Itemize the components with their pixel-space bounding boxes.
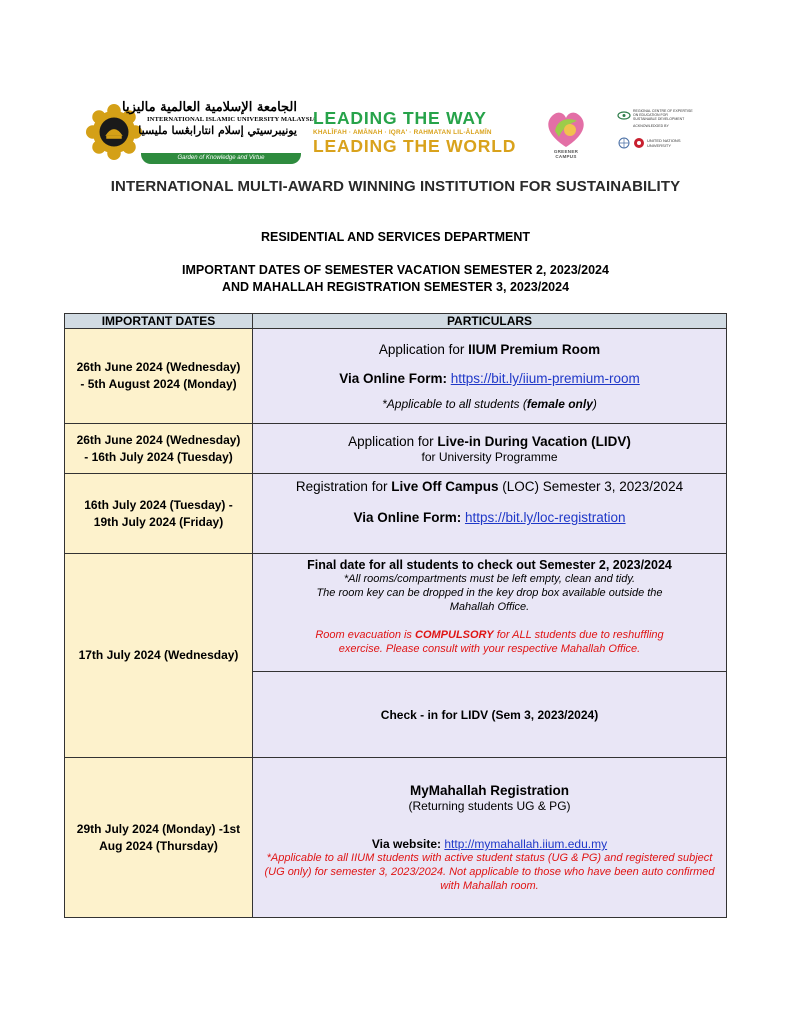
particulars-lidv-checkin	[253, 672, 727, 758]
important-dates-table	[64, 313, 727, 918]
mymahallah-link[interactable]: http://mymahallah.iium.edu.my	[444, 837, 608, 851]
premium-room-title: IIUM Premium Room	[468, 342, 601, 357]
document-title-line-2: AND MAHALLAH REGISTRATION SEMESTER 3, 2023/2024	[221, 280, 570, 294]
table-header-row	[65, 314, 727, 329]
department-title: RESIDENTIAL AND SERVICES DEPARTMENT	[260, 230, 530, 244]
un-line-1: UNITED NATIONS	[647, 138, 681, 143]
particulars-mymahallah	[253, 758, 727, 918]
header-banner	[85, 95, 705, 165]
greener-campus-logo	[543, 109, 589, 159]
unu-icon	[633, 137, 645, 149]
university-wordmark	[122, 100, 318, 165]
mymahallah-note: *Applicable to all IIUM students with active student status (UG & PG) and registered subject (UG only) for semester 3, 2023/2024. Not applicable to those who have been auto confirmed with Mahallah room.	[264, 852, 715, 892]
rce-line-2: ON EDUCATION FOR	[633, 113, 668, 117]
evacuation-suffix: for ALL students due to reshuffling exercise. Please consult with your respective Mahallah Office.	[338, 629, 664, 655]
loc-via-label: Via Online Form:	[353, 510, 465, 525]
rce-line-3: SUSTAINABLE DEVELOPMENT	[633, 117, 685, 121]
heart-leaf-icon	[543, 109, 589, 149]
lidv-title: Live-in During Vacation (LIDV)	[437, 434, 631, 449]
leading-slogan	[313, 109, 533, 156]
checkout-heading: Final date for all students to check out Semester 2, 2023/2024	[307, 558, 672, 572]
greener-campus-label: GREENER CAMPUS	[553, 149, 579, 159]
premium-note-suffix: )	[592, 397, 597, 411]
date-cell-loc: 16th July 2024 (Tuesday) - 19th July 2024 (Friday)	[65, 474, 253, 554]
loc-reg-suffix: (LOC) Semester 3, 2023/2024	[498, 479, 684, 494]
particulars-loc	[253, 474, 727, 554]
document-title-line-1: IMPORTANT DATES OF SEMESTER VACATION SEMESTER 2, 2023/2024	[182, 263, 609, 277]
evacuation-compulsory: COMPULSORY	[415, 629, 494, 641]
table-row	[65, 758, 727, 918]
table-row	[65, 554, 727, 672]
acknowledged-by: ACKNOWLEDGED BY	[633, 124, 669, 128]
lidv-sub: for University Programme	[421, 450, 558, 464]
university-arabic-name: الجامعة الإسلامية العالمية ماليزيا	[122, 100, 297, 115]
mymahallah-sub: (Returning students UG & PG)	[408, 799, 571, 813]
rce-un-logos	[617, 109, 707, 165]
header-important-dates: IMPORTANT DATES	[65, 314, 253, 329]
loc-registration-link[interactable]: https://bit.ly/loc-registration	[464, 510, 626, 525]
evacuation-prefix: Room evacuation is	[315, 629, 415, 641]
premium-note-bold: female only	[526, 397, 593, 411]
university-jawi-name: يونيبرسيتي إسلام انتارابڠسا مليسيا	[138, 124, 297, 137]
checkout-note-1: *All rooms/compartments must be left empty, clean and tidy.	[343, 573, 636, 585]
particulars-premium-room	[253, 329, 727, 424]
loc-reg-prefix: Registration for	[295, 479, 392, 494]
un-emblem-icon	[618, 137, 630, 149]
date-cell-premium-room: 26th June 2024 (Wednesday) - 5th August 2024 (Monday)	[65, 329, 253, 424]
premium-via-label: Via Online Form:	[339, 371, 451, 386]
table-row	[65, 329, 727, 424]
rce-line-1: REGIONAL CENTRE OF EXPERTISE	[633, 109, 693, 113]
leading-subline: KHALĪFAH · AMĀNAH · IQRA' · RAHMATAN LIL-ĀLAMĪN	[313, 129, 492, 136]
checkout-note-2: The room key can be dropped in the key drop box available outside the Mahallah Office.	[316, 587, 663, 613]
particulars-lidv	[253, 424, 727, 474]
premium-note-prefix: *Applicable to all students (	[382, 397, 527, 411]
premium-app-prefix: Application for	[378, 342, 469, 357]
leading-the-way: LEADING THE WAY	[313, 108, 487, 128]
garden-tagline: Garden of Knowledge and Virtue	[141, 153, 301, 164]
date-cell-lidv: 26th June 2024 (Wednesday) - 16th July 2024 (Tuesday)	[65, 424, 253, 474]
leading-the-world: LEADING THE WORLD	[313, 136, 517, 156]
header-particulars: PARTICULARS	[253, 314, 727, 329]
mymahallah-title: MyMahallah Registration	[409, 783, 570, 798]
institution-tagline: INTERNATIONAL MULTI-AWARD WINNING INSTITUTION FOR SUSTAINABILITY	[110, 178, 681, 195]
table-row	[65, 424, 727, 474]
date-cell-checkout: 17th July 2024 (Wednesday)	[65, 554, 253, 758]
particulars-checkout	[253, 554, 727, 672]
rce-icon	[617, 111, 631, 120]
table-row	[65, 474, 727, 554]
lidv-checkin: Check - in for LIDV (Sem 3, 2023/2024)	[380, 707, 599, 722]
mymahallah-via-label: Via website:	[371, 837, 445, 851]
premium-room-link[interactable]: https://bit.ly/iium-premium-room	[450, 371, 640, 386]
date-cell-mymahallah: 29th July 2024 (Monday) -1st Aug 2024 (Thursday)	[65, 758, 253, 918]
university-english-name: INTERNATIONAL ISLAMIC UNIVERSITY MALAYSIA	[147, 116, 318, 123]
lidv-app-prefix: Application for	[348, 434, 438, 449]
loc-reg-bold: Live Off Campus	[391, 479, 499, 494]
un-line-2: UNIVERSITY	[647, 143, 672, 148]
